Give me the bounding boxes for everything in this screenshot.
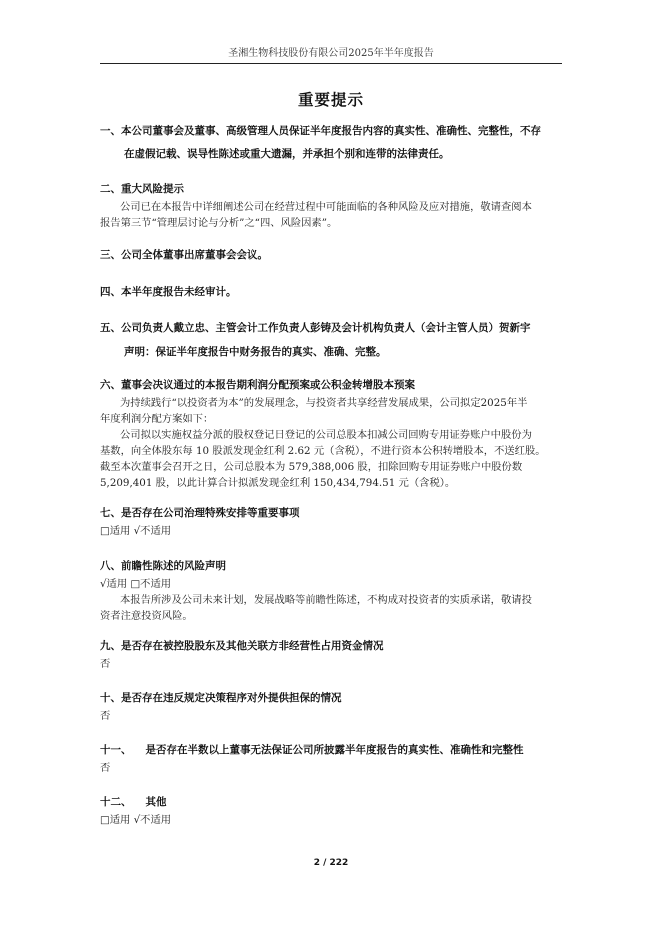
section-12-title: 其他 xyxy=(145,796,167,808)
section-1-line2: 在虚假记载、误导性陈述或重大遗漏，并承担个别和连带的法律责任。 xyxy=(124,148,450,160)
section-12-number: 十二、 xyxy=(100,796,132,808)
section-6-p2-line3: 截至本次董事会召开之日，公司总股本为 579,388,006 股，扣除回购专用证券账户中股份数 xyxy=(100,461,523,473)
section-9-answer: 否 xyxy=(100,658,111,670)
section-11-answer: 否 xyxy=(100,762,111,774)
page-number: 2 / 222 xyxy=(313,858,349,868)
section-6-p2-line2: 基数，向全体股东每 10 股派发现金红利 2.62 元（含税），不进行资本公积转增股本，不送红股。 xyxy=(100,445,546,457)
section-8-heading: 八、前瞻性陈述的风险声明 xyxy=(100,560,226,572)
section-3-heading: 三、公司全体董事出席董事会会议。 xyxy=(100,249,268,261)
section-6-p1-line1: 为持续践行“以投资者为本”的发展理念，与投资者共享经营发展成果，公司拟定2025年半 xyxy=(120,397,528,409)
section-10-answer: 否 xyxy=(100,710,111,722)
section-2-text-line1: 公司已在本报告中详细阐述公司在经营过程中可能面临的各种风险及应对措施，敬请查阅本 xyxy=(120,201,532,213)
section-12-heading xyxy=(100,794,568,809)
section-7-heading: 七、是否存在公司治理特殊安排等重要事项 xyxy=(100,507,300,519)
section-6-p2-line4: 5,209,401 股，以此计算合计拟派发现金红利 150,434,794.51 元（含税）。 xyxy=(100,477,456,489)
section-4-heading: 四、本半年度报告未经审计。 xyxy=(100,286,237,298)
section-6-p1-line2: 年度利润分配方案如下： xyxy=(100,413,214,425)
section-2-text-line2: 报告第三节“管理层讨论与分析”之“四、风险因素”。 xyxy=(100,217,338,229)
section-9-heading: 九、是否存在被控股股东及其他关联方非经营性占用资金情况 xyxy=(100,640,384,652)
section-5-line1: 五、公司负责人戴立忠、主管会计工作负责人彭铸及会计机构负责人（会计主管人员）贺新宇 xyxy=(100,322,531,334)
section-8-text-line1: 本报告所涉及公司未来计划，发展战略等前瞻性陈述，不构成对投资者的实质承诺，敬请投 xyxy=(120,594,532,606)
page-header: 圣湘生物科技股份有限公司2025年半年度报告 xyxy=(100,44,562,64)
section-6-p2-line1: 公司拟以实施权益分派的股权登记日登记的公司总股本扣减公司回购专用证券账户中股份为 xyxy=(120,429,532,441)
section-11-heading xyxy=(100,742,568,757)
section-8-option: √适用 □不适用 xyxy=(100,578,172,590)
page-title: 重要提示 xyxy=(297,91,364,109)
section-2-heading: 二、重大风险提示 xyxy=(100,183,184,195)
section-11-title: 是否存在半数以上董事无法保证公司所披露半年度报告的真实性、准确性和完整性 xyxy=(145,744,524,756)
section-8-text-line2: 资者注意投资风险。 xyxy=(100,610,193,622)
section-5-line2: 声明：保证半年度报告中财务报告的真实、准确、完整。 xyxy=(124,346,387,358)
section-11-number: 十一、 xyxy=(100,744,132,756)
section-6-heading: 六、董事会决议通过的本报告期利润分配预案或公积金转增股本预案 xyxy=(100,379,415,391)
section-7-option: □适用 √不适用 xyxy=(100,525,172,537)
section-1-line1: 一、本公司董事会及董事、高级管理人员保证半年度报告内容的真实性、准确性、完整性，不存 xyxy=(100,125,541,137)
section-12-option: □适用 √不适用 xyxy=(100,814,172,826)
section-10-heading: 十、是否存在违反规定决策程序对外提供担保的情况 xyxy=(100,692,342,704)
